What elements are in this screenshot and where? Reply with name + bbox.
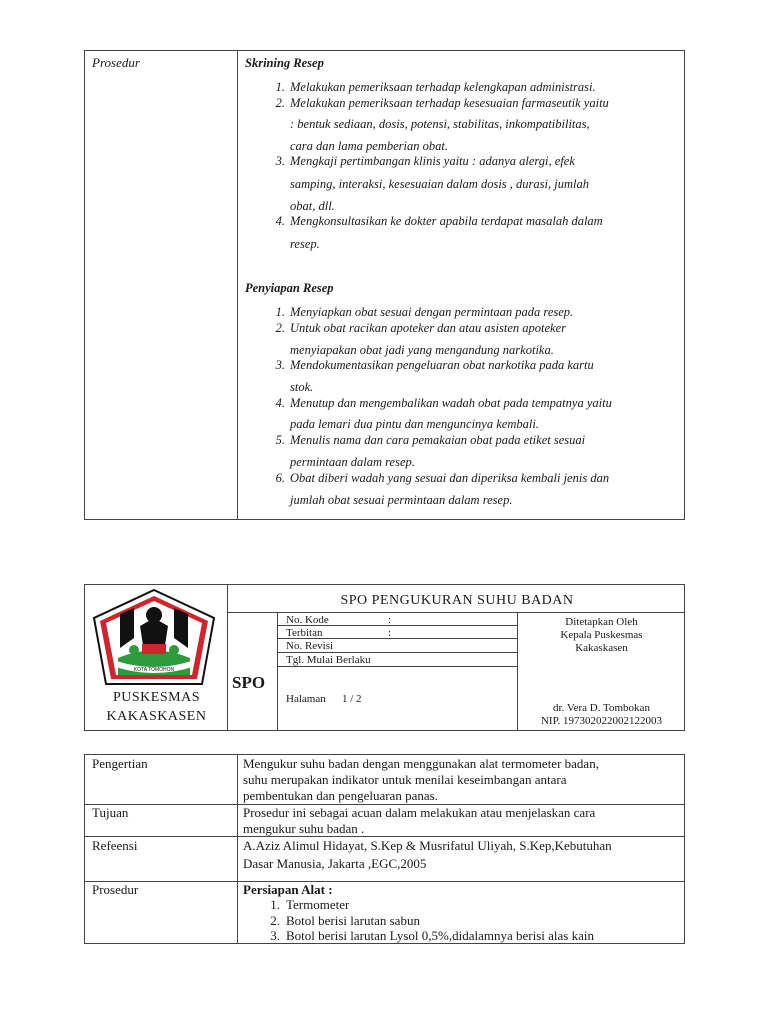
skrining-title: Skrining Resep <box>245 56 324 70</box>
halaman-value: 1 / 2 <box>342 693 362 705</box>
signer-name: dr. Vera D. Tombokan <box>553 702 650 714</box>
referensi-label: Refeensi <box>92 838 138 853</box>
org-name-line1: PUSKESMAS <box>113 690 200 705</box>
spo-header <box>84 584 685 731</box>
tujuan-line: mengukur suhu badan . <box>243 821 365 836</box>
spo-label: SPO <box>232 673 266 692</box>
referensi-line: A.Aziz Alimul Hidayat, S.Kep & Musrifatul Uliyah, S.Kep,Kebutuhan <box>243 838 612 853</box>
divider <box>277 613 278 730</box>
field-colon: : <box>388 627 392 639</box>
ditetapkan-line2: Kepala Puskesmas <box>560 629 643 641</box>
divider <box>277 652 517 653</box>
field-terbitan: Terbitan <box>286 627 323 639</box>
ditetapkan-line3: Kakaskasen <box>575 642 628 654</box>
pengertian-line: suhu merupakan indikator untuk menilai keseimbangan antara <box>243 772 567 787</box>
org-name-line2: KAKASKASEN <box>106 709 207 724</box>
procedure-table: Prosedur Skrining Resep 1. Melakukan pemeriksaan terhadap kelengkapan administrasi. 2. Melakukan pemeriksaan terhadap kesesuaian farmaseutik yaitu : bentuk sediaan, dosis, potensi, stabilitas, inkompatibilitas, cara dan lama pemberian obat. 3. Mengkaji pertimbangan klinis yaitu : adanya alergi, efek samping, interaksi, kesesuaian dalam dosis , durasi, jumlah obat, dll. 4. Mengkonsultasikan ke dokter apabila terdapat masalah dalam resep. Penyiapan Resep 1. Menyiapkan obat sesuai dengan permintaan pada resep. 2. Untuk obat racikan apoteker dan atau asisten apoteker menyiapakan obat jadi yang mengandung narkotika. 3. Mendokumentasikan pengeluaran obat narkotika pada kartu stok. 4. Menutup dan mengembalikan wadah obat pada tempatnya yaitu pada lemari dua pintu dan menguncinya kembali. 5. Menulis nama dan cara pemakaian obat pada etiket sesuai permintaan dalam resep. 6. Obat diberi wadah yang sesuai dan diperiksa kembali jenis dan jumlah obat sesuai permintaan dalam resep. <box>84 50 685 520</box>
divider <box>277 666 517 667</box>
alat-item: 3. Botol berisi larutan Lysol 0,5%,didalamnya berisi alas kain <box>270 928 594 943</box>
pengertian-line: pembentukan dan pengeluaran panas. <box>243 788 438 803</box>
tujuan-label: Tujuan <box>92 805 129 820</box>
halaman-label: Halaman <box>286 693 326 705</box>
penyiapan-title: Penyiapan Resep <box>245 281 334 295</box>
alat-item: 1. Termometer <box>270 897 350 912</box>
signer-nip: NIP. 197302022002122003 <box>540 715 662 727</box>
ditetapkan-line1: Ditetapkan Oleh <box>565 616 638 628</box>
pengertian-line: Mengukur suhu badan dengan menggunakan alat termometer badan, <box>243 756 599 771</box>
field-tgl-mulai: Tgl. Mulai Berlaku <box>286 654 371 666</box>
field-no-kode: No. Kode <box>286 614 329 626</box>
column-divider <box>237 755 238 943</box>
tujuan-line: Prosedur ini sebagai acuan dalam melakukan atau menjelaskan cara <box>243 805 596 820</box>
alat-item: 2. Botol berisi larutan sabun <box>270 913 420 928</box>
prosedur-label: Prosedur <box>92 882 139 897</box>
logo-banner-text: KOTA TOMOHON <box>133 667 175 673</box>
pengertian-label: Pengertian <box>92 756 148 771</box>
persiapan-title: Persiapan Alat : <box>243 882 333 897</box>
divider <box>227 612 684 613</box>
field-colon: : <box>388 614 392 626</box>
details-table <box>84 754 685 944</box>
prosedur-label: Prosedur <box>92 55 140 70</box>
spo-title: SPO PENGUKURAN SUHU BADAN <box>340 593 574 608</box>
referensi-line: Dasar Manusia, Jakarta ,EGC,2005 <box>243 856 427 871</box>
column-divider <box>237 51 238 519</box>
field-no-revisi: No. Revisi <box>286 640 334 652</box>
puskesmas-logo <box>90 588 218 688</box>
